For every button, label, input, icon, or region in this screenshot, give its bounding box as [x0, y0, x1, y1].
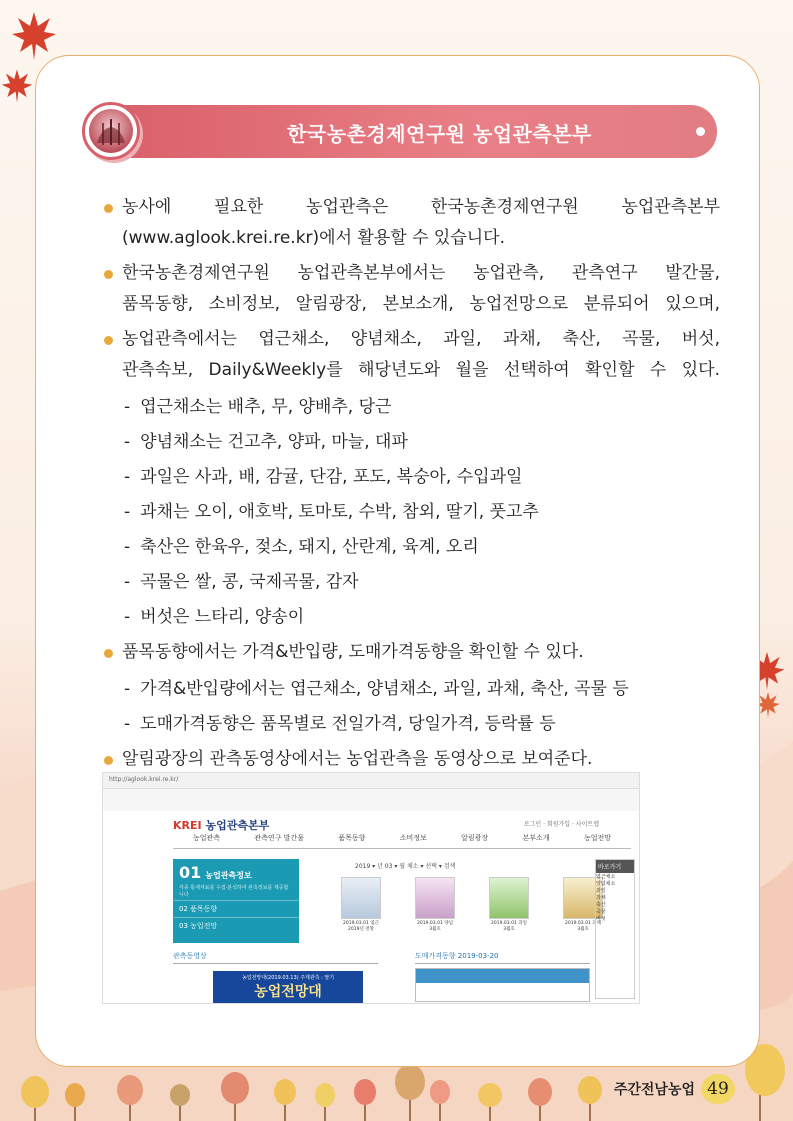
paragraph-line: 관측속보, Daily&Weekly를 해당년도와 월을 선택하여 확인할 수 있다. — [122, 360, 720, 380]
maple-leaf-icon — [10, 10, 58, 62]
site-thumbnails — [333, 877, 633, 937]
sub-item: - 과채는 오이, 애호박, 토마토, 수박, 참외, 딸기, 풋고추 — [124, 502, 539, 522]
sub-item: - 축산은 한육우, 젖소, 돼지, 산란계, 육계, 오리 — [124, 537, 479, 557]
sub-item: - 가격&반입량에서는 엽근채소, 양념채소, 과일, 과채, 축산, 곡물 등 — [124, 679, 629, 699]
maple-leaf-icon — [0, 68, 34, 104]
sub-item: - 과일은 사과, 배, 감귤, 단감, 포도, 복숭아, 수입과일 — [124, 467, 523, 487]
site-filters: 2019 ▾ 년 03 ▾ 월 채소 ▾ 선택 ▾ 검색 — [355, 863, 456, 870]
site-nav-item: 본부소개 — [522, 834, 550, 842]
site-nav — [173, 833, 631, 849]
site-thumbnail: 2019.03.01 양념 3월호 — [407, 877, 463, 937]
bullet-icon — [104, 336, 113, 345]
site-nav-item: 품목동향 — [338, 834, 366, 842]
bullet-icon — [104, 756, 113, 765]
site-thumbnail: 2019.03.01 과채 3월호 — [555, 877, 611, 937]
banner-title: 한국농촌경제연구원 농업관측본부 — [287, 122, 592, 146]
page-number: 49 — [701, 1074, 735, 1104]
banner-dot — [696, 127, 705, 136]
bullet-icon — [104, 649, 113, 658]
site-nav-item: 소비정보 — [399, 834, 427, 842]
paragraph-line: 품목동향, 소비정보, 알림광장, 본보소개, 농업전망으로 분류되어 있으며, — [122, 294, 720, 314]
site-video-thumbnail: 농업전망대(2019.03.13) 주제관측 : 딸기 농업전망대 — [213, 971, 363, 1004]
paragraph — [102, 744, 720, 775]
article-body — [102, 192, 720, 779]
paragraph-line: 농사에 필요한 농업관측은 한국농촌경제연구원 농업관측본부 — [122, 197, 720, 217]
paragraph — [102, 192, 720, 254]
sub-item: - 곡물은 쌀, 콩, 국제곡물, 감자 — [124, 572, 359, 592]
website-screenshot — [102, 772, 640, 1004]
paragraph — [102, 258, 720, 320]
tree-icon — [89, 109, 133, 153]
bullet-icon — [104, 270, 113, 279]
publication-name: 주간전남농업 — [613, 1082, 695, 1098]
site-info-panel: 01 농업관측정보 각종 통계자료를 수집·분석하여 관측정보를 제공합니다 02 품목동향 03 농업전망 — [173, 859, 299, 943]
paragraph-line: 알림광장의 관측동영상에서는 농업관측을 동영상으로 보여준다. — [122, 749, 593, 769]
browser-address-bar: http://aglook.krei.re.kr/ — [103, 773, 639, 789]
sub-item: - 도매가격동향은 품목별로 전일가격, 당일가격, 등락률 등 — [124, 714, 556, 734]
site-quicklinks: 바로가기 엽근채소 양념채소 과일 과채 축산 곡물 버섯 — [595, 859, 635, 999]
paragraph-line: 농업관측에서는 엽근채소, 양념채소, 과일, 과채, 축산, 곡물, 버섯, — [122, 329, 720, 349]
site-nav-item: 농업전망 — [583, 834, 611, 842]
sub-item: - 엽근채소는 배추, 무, 양배추, 당근 — [124, 397, 392, 417]
section-banner — [82, 105, 717, 158]
paragraph-line: 한국농촌경제연구원 농업관측본부에서는 농업관측, 관측연구 발간물, — [122, 263, 720, 283]
site-nav-item: 관측연구 발간물 — [254, 834, 304, 842]
site-section-video: 관측동영상 — [173, 951, 378, 964]
site-price-table — [415, 968, 590, 1002]
site-thumbnail: 2019.03.01 엽근 2019년 전망 — [333, 877, 389, 937]
paragraph — [102, 324, 720, 386]
site-section-prices: 도매가격동향 2019-03-20 — [415, 951, 590, 964]
sub-item: - 양념채소는 건고추, 양파, 마늘, 대파 — [124, 432, 408, 452]
paragraph — [102, 637, 720, 668]
page-footer — [614, 1074, 735, 1104]
site-nav-item: 알림광장 — [461, 834, 489, 842]
site-thumbnail: 2019.03.01 과일 3월호 — [481, 877, 537, 937]
sub-item: - 버섯은 느타리, 양송이 — [124, 607, 305, 627]
paragraph-line: 품목동향에서는 가격&반입량, 도매가격동향을 확인할 수 있다. — [122, 642, 584, 662]
site-nav-item: 농업관측 — [193, 834, 221, 842]
site-logo: KREI 농업관측본부 — [173, 819, 270, 832]
paragraph-line: (www.aglook.krei.re.kr)에서 활용할 수 있습니다. — [122, 228, 505, 248]
banner-emblem — [82, 102, 140, 160]
browser-menu-bar — [103, 789, 639, 811]
bullet-icon — [104, 204, 113, 213]
site-top-links: 로그인 · 회원가입 · 사이트맵 — [523, 821, 599, 828]
